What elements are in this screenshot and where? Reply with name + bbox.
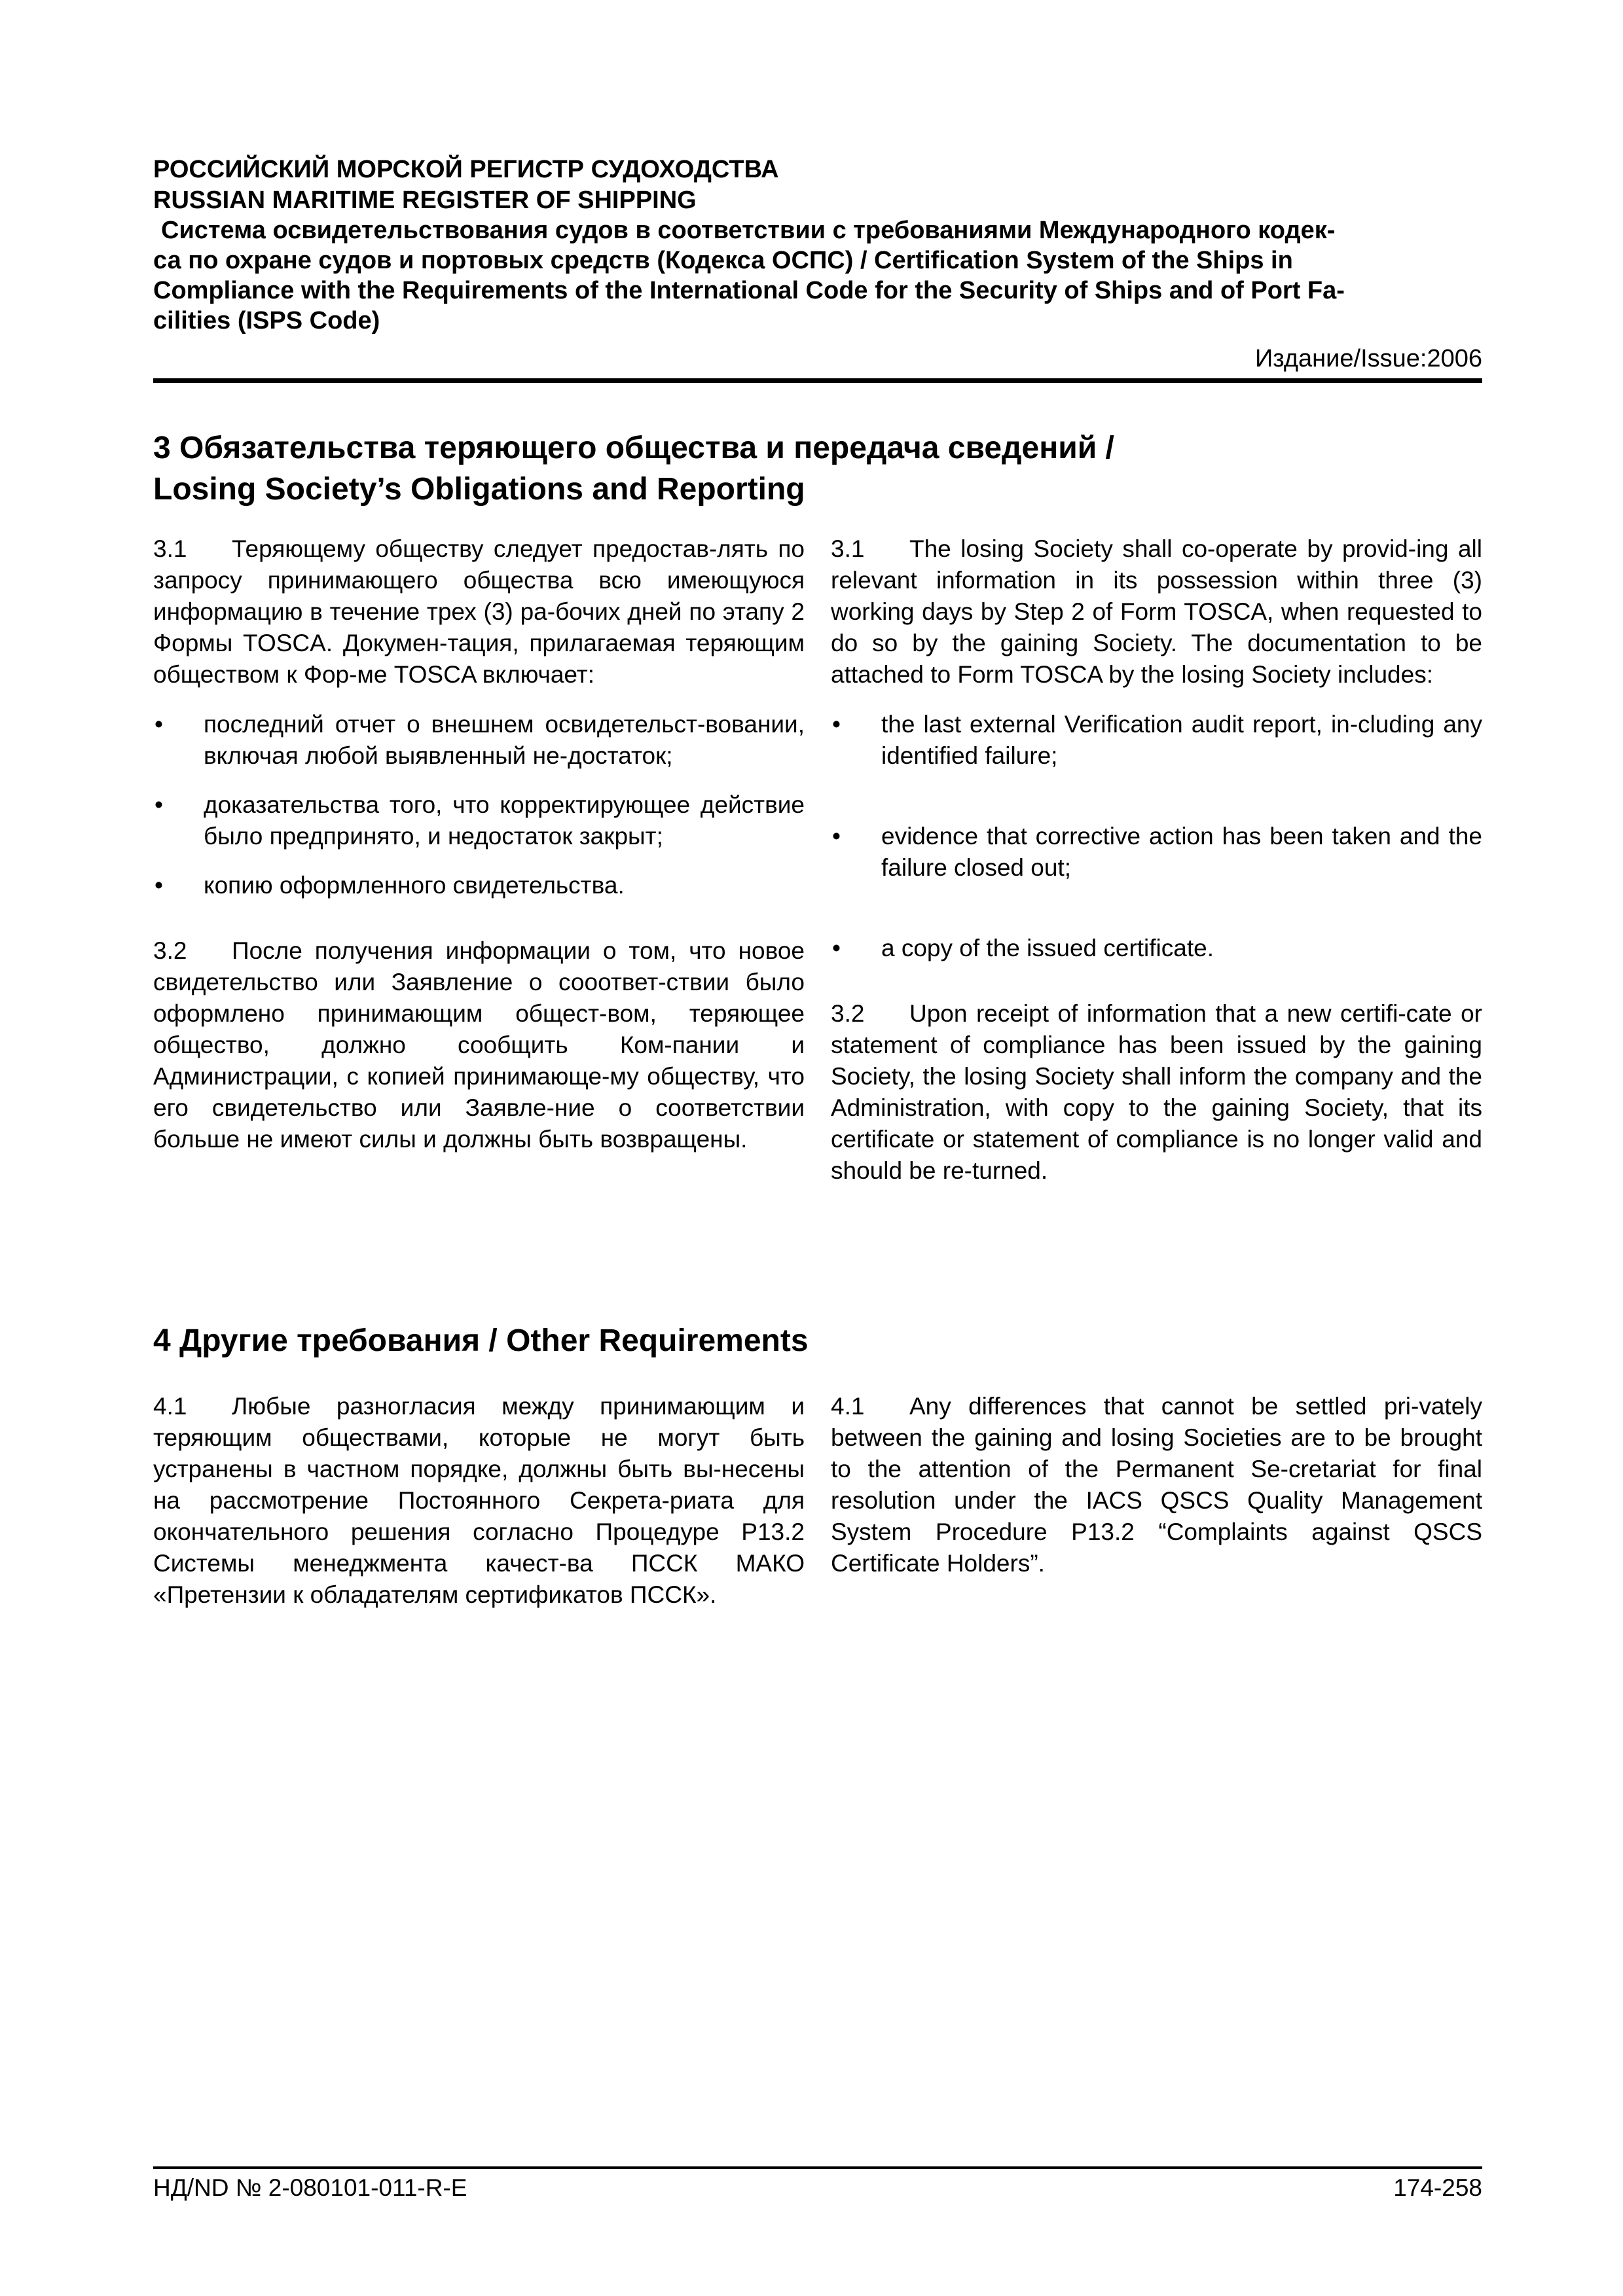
bullet-text: копию оформленного свидетельства. <box>204 872 625 899</box>
bullet-text: a copy of the issued certificate. <box>881 935 1214 961</box>
paragraph-text: Любые разногласия между принимающим и теряющим обществами, которые не могут быть устранены в частном порядке, должны быть вы-несены на рассмотрение Постоянного Секрета-риата для окончательного решения согласно Процедуре P13.2 Системы менеджмента качест-ва ПССК МАКО «Претензии к обладателям сертификатов ПССК». <box>153 1393 805 1608</box>
paragraph-text: После получения информации о том, что новое свидетельство или Заявление о сооответ-ствии было оформлено принимающим общест-вом, теряющее общество, должно сообщить Ком-пании и Администрации, с копией принимающе-му обществу, что его свидетельство или Заявле-ние о соответствии больше не имеют силы и должны быть возвращены. <box>153 937 805 1153</box>
bullet-item <box>153 789 805 852</box>
system-title <box>153 215 1482 336</box>
paragraph-number: 3.1 <box>831 535 865 562</box>
paragraph-text: The losing Society shall co-operate by provid-ing all relevant information in its possession within three (3) working days by Step 2 of Form TOSCA, when requested to do so by the gaining Society. The documentation to be attached to Form TOSCA by the losing Society includes: <box>831 535 1482 688</box>
bullet-item <box>831 709 1482 772</box>
issue-label: Издание/Issue:2006 <box>1254 345 1482 372</box>
footer-divider <box>153 2166 1482 2169</box>
org-name-en: RUSSIAN MARITIME REGISTER OF SHIPPING <box>153 187 697 214</box>
paragraph-number: 4.1 <box>831 1393 865 1420</box>
paragraph-text: Теряющему обществу следует предостав-лять по запросу принимающего общества всю имеющуюся информацию в течение трех (3) ра-бочих дней по этапу 2 Формы TOSCA. Докумен-тация, прилагаемая теряющим обществом к Фор-ме TOSCA включает: <box>153 535 805 688</box>
paragraph-number: 3.2 <box>831 1000 865 1027</box>
document-number: НД/ND № 2-080101-011-R-E <box>153 2174 467 2201</box>
paragraph-3-1-ru <box>153 533 805 691</box>
section-3-column-en <box>831 533 1482 1187</box>
bullet-icon: • <box>832 935 841 961</box>
paragraph-4-1-ru <box>153 1391 805 1611</box>
bullet-icon: • <box>155 791 163 818</box>
bullet-icon: • <box>155 872 163 899</box>
paragraph-text: Upon receipt of information that a new certifi-cate or statement of compliance has been issued by the gaining Society, the losing Society shall inform the company and the Administration, with copy to the gaining Society, that its certificate or statement of compliance is no longer valid and should be re-turned. <box>831 1000 1482 1184</box>
paragraph-4-1-en <box>831 1391 1482 1579</box>
bullet-item <box>831 821 1482 884</box>
section-3-title-ru: 3 Обязательства теряющего общества и передача сведений / <box>153 431 1114 465</box>
bullet-text: the last external Verification audit report, in-cluding any identified failure; <box>881 711 1482 769</box>
system-title-line: Система освидетельствования судов в соответствии с требованиями Международного кодек- <box>161 217 1336 244</box>
bullet-item <box>831 933 1482 964</box>
paragraph-text: Any differences that cannot be settled pri-vately between the gaining and losing Societies are to be brought to the attention of the Permanent Se-cretariat for final resolution under the IACS QSCS Quality Management System Procedure P13.2 “Complaints against QSCS Certificate Holders”. <box>831 1393 1482 1577</box>
bullet-icon: • <box>155 711 163 738</box>
header-organization <box>153 154 1482 216</box>
paragraph-3-2-en <box>831 998 1482 1187</box>
section-3-column-ru <box>153 533 805 1155</box>
bullet-text: последний отчет о внешнем освидетельст-вовании, включая любой выявленный не-достаток; <box>204 711 805 769</box>
document-page <box>153 0 1482 2296</box>
system-title-line: Compliance with the Requirements of the International Code for the Security of Ships and of Port Fa- <box>153 277 1345 304</box>
bullet-icon: • <box>832 711 841 738</box>
paragraph-number: 3.1 <box>153 535 187 562</box>
bullet-icon: • <box>832 823 841 850</box>
system-title-line: са по охране судов и портовых средств (Кодекса ОСПС) / Certification System of the Ships in <box>153 247 1293 274</box>
paragraph-3-2-ru <box>153 935 805 1155</box>
bullet-text: evidence that corrective action has been taken and the failure closed out; <box>881 823 1482 881</box>
bullet-item <box>153 870 805 901</box>
org-name-ru: РОССИЙСКИЙ МОРСКОЙ РЕГИСТР СУДОХОДСТВА <box>153 156 779 183</box>
paragraph-number: 4.1 <box>153 1393 187 1420</box>
system-title-line: cilities (ISPS Code) <box>153 307 380 334</box>
section-4-column-ru <box>153 1391 805 1611</box>
paragraph-3-1-en <box>831 533 1482 691</box>
bullet-text: доказательства того, что корректирующее действие было предпринято, и недостаток закрыт; <box>204 791 805 850</box>
paragraph-number: 3.2 <box>153 937 187 964</box>
header-divider <box>153 378 1482 383</box>
section-4-title: 4 Другие требования / Other Requirements <box>153 1323 809 1358</box>
page-number: 174-258 <box>1393 2174 1482 2201</box>
section-3-title-en: Losing Society’s Obligations and Reporting <box>153 472 805 507</box>
section-4-column-en <box>831 1391 1482 1579</box>
bullet-item <box>153 709 805 772</box>
section-3-title <box>153 427 1482 510</box>
